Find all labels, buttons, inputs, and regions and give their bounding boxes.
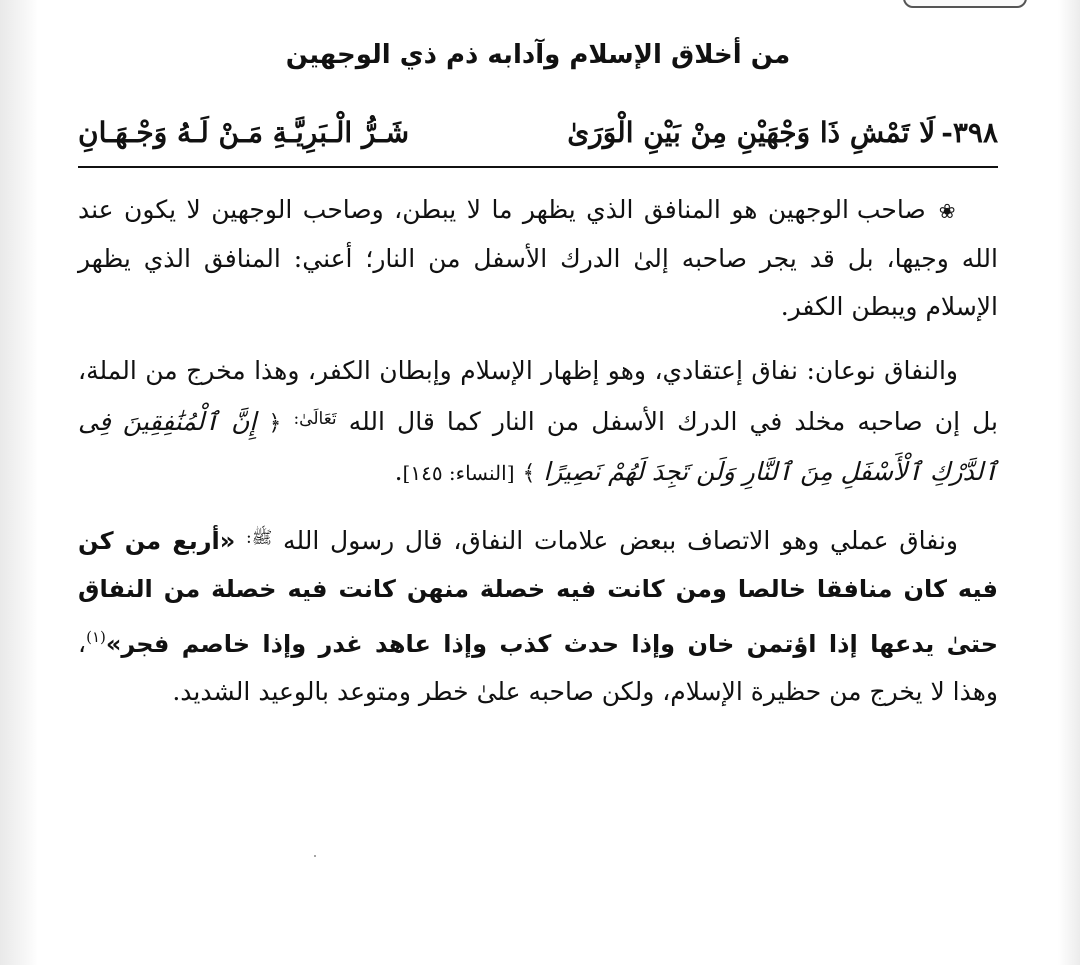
verse-first-hemistich bbox=[567, 116, 998, 149]
paragraph-1 bbox=[78, 186, 998, 331]
top-tab-outline bbox=[903, 0, 1027, 8]
paragraph-2-end: . bbox=[394, 457, 403, 486]
speck bbox=[314, 855, 316, 857]
hadith-text: «أربع من كن فيه كان منافقا خالصا ومن كانت فيه خصلة منهن كانت فيه خصلة من النفاق حتىٰ يدعها إذا اؤتمن خان وإذا حدث كذب وإذا عاهد غدر وإذا خاصم فجر» bbox=[78, 527, 998, 658]
title-divider bbox=[78, 166, 998, 168]
verse-first-text: لَا تَمْشِ ذَا وَجْهَيْنِ مِنْ بَيْنِ الْوَرَىٰ bbox=[567, 115, 936, 149]
flower-ornament-icon: ❀ bbox=[936, 199, 958, 223]
paragraph-3-text: ونفاق عملي وهو الاتصاف ببعض علامات النفاق، قال رسول الله bbox=[283, 526, 958, 555]
ayah-open-bracket: ﴿ bbox=[268, 411, 282, 436]
paragraph-2 bbox=[78, 347, 998, 498]
quran-verse: إِنَّ ٱلْمُنَٰفِقِينَ فِى ٱلدَّرْكِ ٱلْأَسْفَلِ مِنَ ٱلنَّارِ وَلَن تَجِدَ لَهُمْ نَصِيرًا bbox=[78, 407, 998, 486]
ayah-close-bracket: ﴾ bbox=[522, 461, 536, 486]
book-page bbox=[78, 30, 998, 716]
salawat-honorific: ﷺ: bbox=[246, 528, 273, 548]
verse-second-hemistich: شَـرُّ الْـبَرِيَّـةِ مَـنْ لَـهُ وَجْـهَـانِ bbox=[78, 115, 410, 149]
surah-reference: [النساء: ١٤٥] bbox=[402, 461, 515, 485]
poem-verse bbox=[78, 104, 998, 160]
page-edge-shadow bbox=[1058, 0, 1080, 965]
paragraph-3-rest: ، وهذا لا يخرج من حظيرة الإسلام، ولكن صاحبه علىٰ خطر ومتوعد بالوعيد الشديد. bbox=[78, 629, 998, 706]
paragraph-2-text: والنفاق نوعان: نفاق إعتقادي، وهو إظهار الإسلام وإبطان الكفر، وهذا مخرج من الملة، بل إن صاحبه مخلد في الدرك الأسفل من النار كما قال الله bbox=[78, 356, 998, 436]
footnote-marker[interactable]: (١) bbox=[86, 628, 106, 646]
paragraph-3 bbox=[78, 514, 998, 716]
chapter-title: من أخلاق الإسلام وآدابه ذم ذي الوجهين bbox=[285, 40, 791, 70]
paragraph-1-text: صاحب الوجهين هو المنافق الذي يظهر ما لا يبطن، وصاحب الوجهين لا يكون عند الله وجيها، بل قد يجر صاحبه إلىٰ الدرك الأسفل من النار؛ أعني: المنافق الذي يظهر الإسلام ويبطن الكفر. bbox=[78, 195, 998, 321]
taala-honorific: تَعَالَىٰ: bbox=[293, 409, 337, 429]
verse-number: ٣٩٨- bbox=[941, 115, 998, 149]
page-gutter-shadow bbox=[0, 0, 38, 965]
